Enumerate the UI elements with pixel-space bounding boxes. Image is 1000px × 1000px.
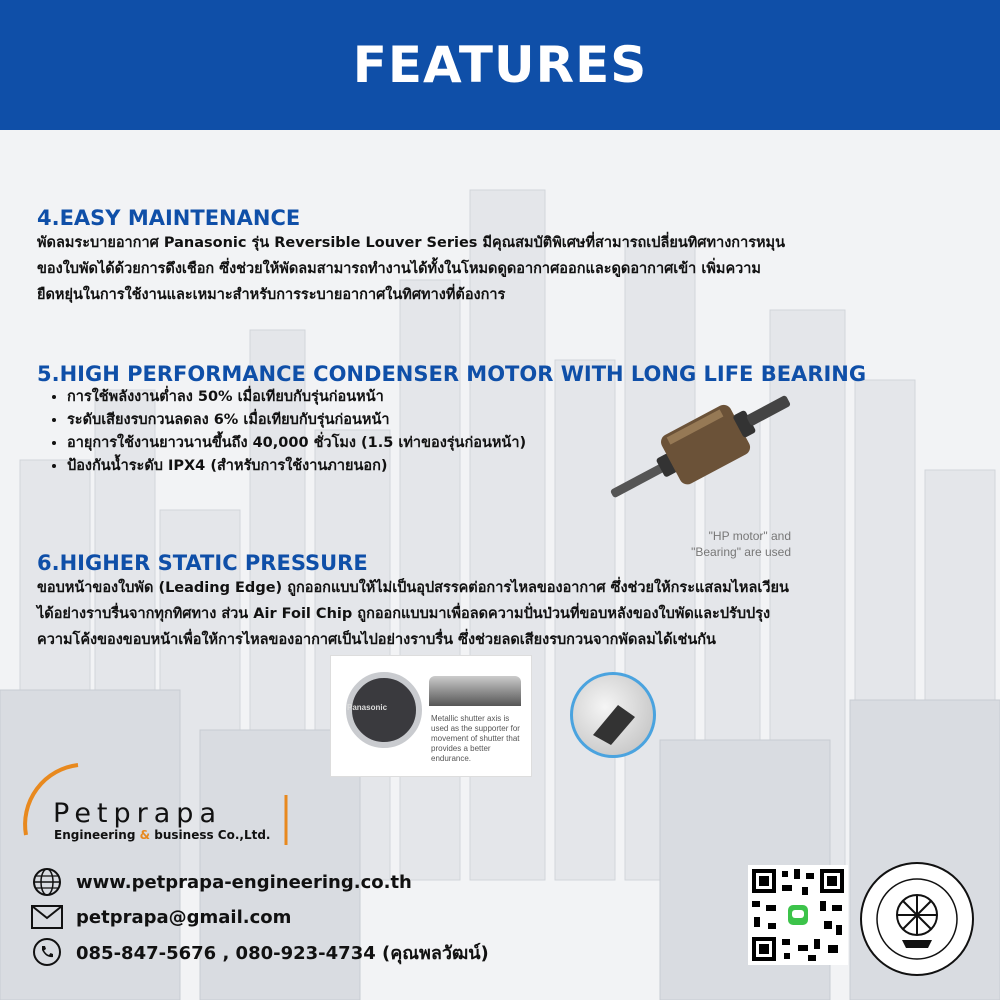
airfoil-closeup-image [570,672,656,758]
section-line: ขอบหน้าของใบพัด (Leading Edge) ถูกออกแบบให้ไม่เป็นอุปสรรคต่อการไหลของอากาศ ซึ่งช่วยให้กระแสลมไหลเวียน [37,580,789,596]
globe-icon [30,865,64,899]
list-item: • ป้องกันน้ำระดับ IPX4 (สำหรับการใช้งานภายนอก) [67,455,967,478]
mail-icon [30,900,64,934]
section-static-pressure [37,551,967,653]
contact-email [30,900,291,934]
website-link[interactable]: www.petprapa-engineering.co.th [76,871,412,893]
phone-numbers: 085-847-5676 , 080-923-4734 (คุณพลวัฒน์) [76,942,489,964]
phone-icon [30,935,64,969]
contact-phone [30,935,489,969]
photo-caption: Metallic shutter axis is used as the supporter for movement of shutter that provides a better endurance. [431,714,520,763]
section-line: ความโค้งของขอบหน้าเพื่อให้การไหลของอากาศเป็นไปอย่างราบรื่น ซึ่งช่วยลดเสียงรบกวนจากพัดลมได้เช่นกัน [37,632,716,648]
fan-brand-label: Panasonic [347,703,388,712]
company-seal [858,860,976,978]
qr-code[interactable] [748,865,848,965]
section-line: ของใบพัดได้ด้วยการดึงเชือก ซึ่งช่วยให้พัดลมสามารถทำงานได้ทั้งในโหมดดูดอากาศออกและดูดอากาศเข้า เพิ่มความ [37,261,761,277]
section-title: 4.EASY MAINTENANCE [37,206,301,230]
motor-caption: "HP motor" and "Bearing" are used [691,529,791,559]
list-item: • อายุการใช้งานยาวนานขึ้นถึง 40,000 ชั่วโมง (1.5 เท่าของรุ่นก่อนหน้า) [67,432,967,455]
shutter-photo-panel [330,655,532,777]
list-item: • การใช้พลังงานต่ำลง 50% เมื่อเทียบกับรุ่นก่อนหน้า [67,386,967,409]
motor-image [595,385,805,510]
list-item: • ระดับเสียงรบกวนลดลง 6% เมื่อเทียบกับรุ่นก่อนหน้า [67,409,967,432]
company-name: Petprapa [53,798,222,829]
header-banner [0,0,1000,130]
section-title: 6.HIGHER STATIC PRESSURE [37,551,368,575]
email-link[interactable]: petprapa@gmail.com [76,906,292,928]
section-line: พัดลมระบายอากาศ Panasonic รุ่น Reversible Louver Series มีคุณสมบัติพิเศษที่สามารถเปลี่ยนทิศทางการหมุน [37,235,786,251]
company-subtitle: Engineering & business Co.,Ltd. [54,828,271,842]
section-line: ได้อย่างราบรื่นจากทุกทิศทาง ส่วน Air Foil Chip ถูกออกแบบมาเพื่อลดความปั่นป่วนที่ขอบหลังของใบพัดและปรับปรุง [37,606,771,622]
contact-website [30,865,412,899]
section-condenser-motor [37,362,967,478]
shutter-image [429,676,521,706]
feature-bullet-list [37,386,967,478]
section-line: ยืดหยุ่นในการใช้งานและเหมาะสำหรับการระบายอากาศในทิศทางที่ต้องการ [37,287,506,303]
section-title: 5.HIGH PERFORMANCE CONDENSER MOTOR WITH LONG LIFE BEARING [37,362,867,386]
page-title: FEATURES [352,36,648,94]
section-easy-maintenance [37,206,967,308]
